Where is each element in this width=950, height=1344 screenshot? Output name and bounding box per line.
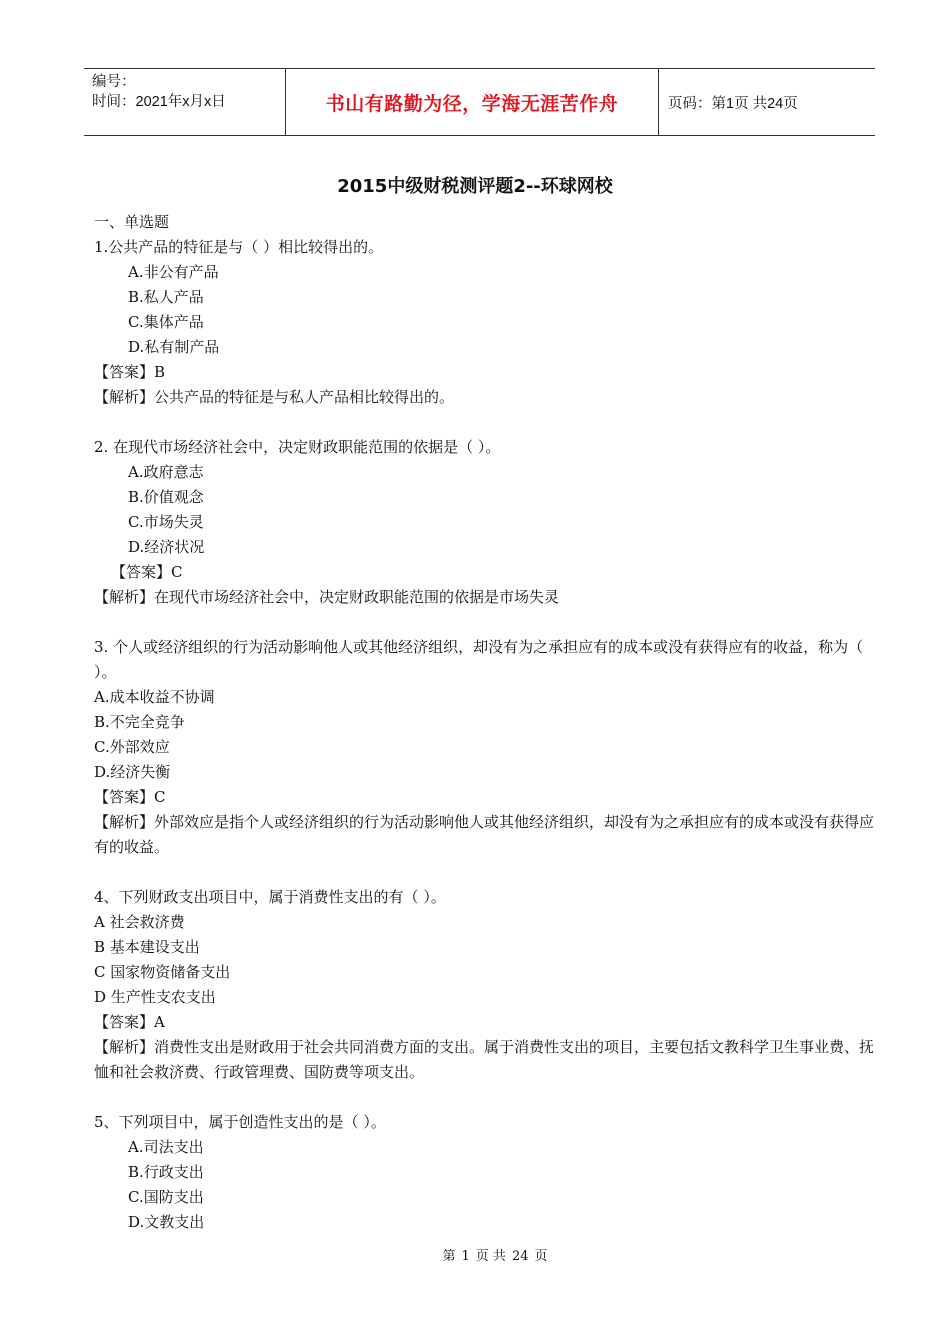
number-label: 编号：: [92, 74, 136, 90]
question-2-stem: 2. 在现代市场经济社会中，决定财政职能范围的依据是（ ）。: [94, 438, 501, 456]
question-1-answer: 【答案】B: [94, 363, 166, 381]
page-info: 页码：第1页 共24页: [668, 95, 798, 112]
question-4-option-b: B 基本建设支出: [94, 938, 200, 956]
question-2-analysis: 【解析】在现代市场经济社会中，决定财政职能范围的依据是市场失灵: [94, 588, 560, 606]
question-1-option-b: B.私人产品: [128, 288, 204, 306]
question-1-option-a: A.非公有产品: [128, 263, 219, 281]
question-5-option-d: D.文教支出: [128, 1213, 205, 1231]
question-3-option-b: B.不完全竞争: [94, 713, 185, 731]
question-4-answer: 【答案】A: [94, 1013, 165, 1031]
spacer: [94, 1085, 874, 1110]
footer-prefix: 第: [442, 1249, 456, 1264]
header-page-cell: [659, 69, 875, 135]
page-footer: [0, 1245, 950, 1264]
question-4-option-a: A 社会救济费: [94, 913, 185, 931]
section-heading: 一、单选题: [94, 213, 170, 231]
footer-suffix: 页: [534, 1249, 548, 1264]
question-2-option-c: C.市场失灵: [128, 513, 204, 531]
question-3-option-a: A.成本收益不协调: [94, 688, 215, 706]
document-body: [94, 210, 874, 1235]
footer-total-pages: 24: [511, 1249, 529, 1264]
question-5-option-c: C.国防支出: [128, 1188, 204, 1206]
question-3-option-d: D.经济失衡: [94, 763, 171, 781]
question-2-option-a: A.政府意志: [128, 463, 204, 481]
question-3-answer: 【答案】C: [94, 788, 166, 806]
question-4-stem: 4、下列财政支出项目中，属于消费性支出的有（ ）。: [94, 888, 446, 906]
motto: 书山有路勤为径，学海无涯苦作舟: [325, 92, 619, 115]
question-5-option-a: A.司法支出: [128, 1138, 204, 1156]
header-left-cell: [84, 69, 285, 135]
footer-page-number: 1: [461, 1249, 470, 1264]
question-3-stem: 3. 个人或经济组织的行为活动影响他人或其他经济组织，却没有为之承担应有的成本或没有获得应有的收益，称为（ ）。: [94, 638, 864, 681]
footer-mid: 页 共: [475, 1249, 506, 1264]
question-1-option-d: D.私有制产品: [128, 338, 220, 356]
question-2-option-d: D.经济状况: [128, 538, 205, 556]
time-label: 时间：2021年x月x日: [92, 94, 226, 110]
header-motto-cell: [285, 69, 659, 135]
question-2-option-b: B.价值观念: [128, 488, 204, 506]
question-3-option-c: C.外部效应: [94, 738, 170, 756]
question-5-option-b: B.行政支出: [128, 1163, 204, 1181]
question-5-stem: 5、下列项目中，属于创造性支出的是（ ）。: [94, 1113, 386, 1131]
header-table: [84, 68, 875, 136]
spacer: [94, 410, 874, 435]
question-2-answer: 【答案】C: [111, 563, 183, 581]
question-3-analysis: 【解析】外部效应是指个人或经济组织的行为活动影响他人或其他经济组织，却没有为之承担应有的成本或没有获得应有的收益。: [94, 813, 875, 856]
question-1-option-c: C.集体产品: [128, 313, 204, 331]
question-4-analysis: 【解析】消费性支出是财政用于社会共同消费方面的支出。属于消费性支出的项目，主要包括文教科学卫生事业费、抚恤和社会救济费、行政管理费、国防费等项支出。: [94, 1038, 875, 1081]
question-1-analysis: 【解析】公共产品的特征是与私人产品相比较得出的。: [94, 388, 455, 406]
question-1-stem: 1.公共产品的特征是与（ ）相比较得出的。: [94, 238, 384, 256]
document-title: 2015中级财税测评题2--环球网校: [337, 176, 613, 197]
question-4-option-c: C 国家物资储备支出: [94, 963, 231, 981]
spacer: [94, 860, 874, 885]
question-4-option-d: D 生产性支农支出: [94, 988, 216, 1006]
spacer: [94, 610, 874, 635]
